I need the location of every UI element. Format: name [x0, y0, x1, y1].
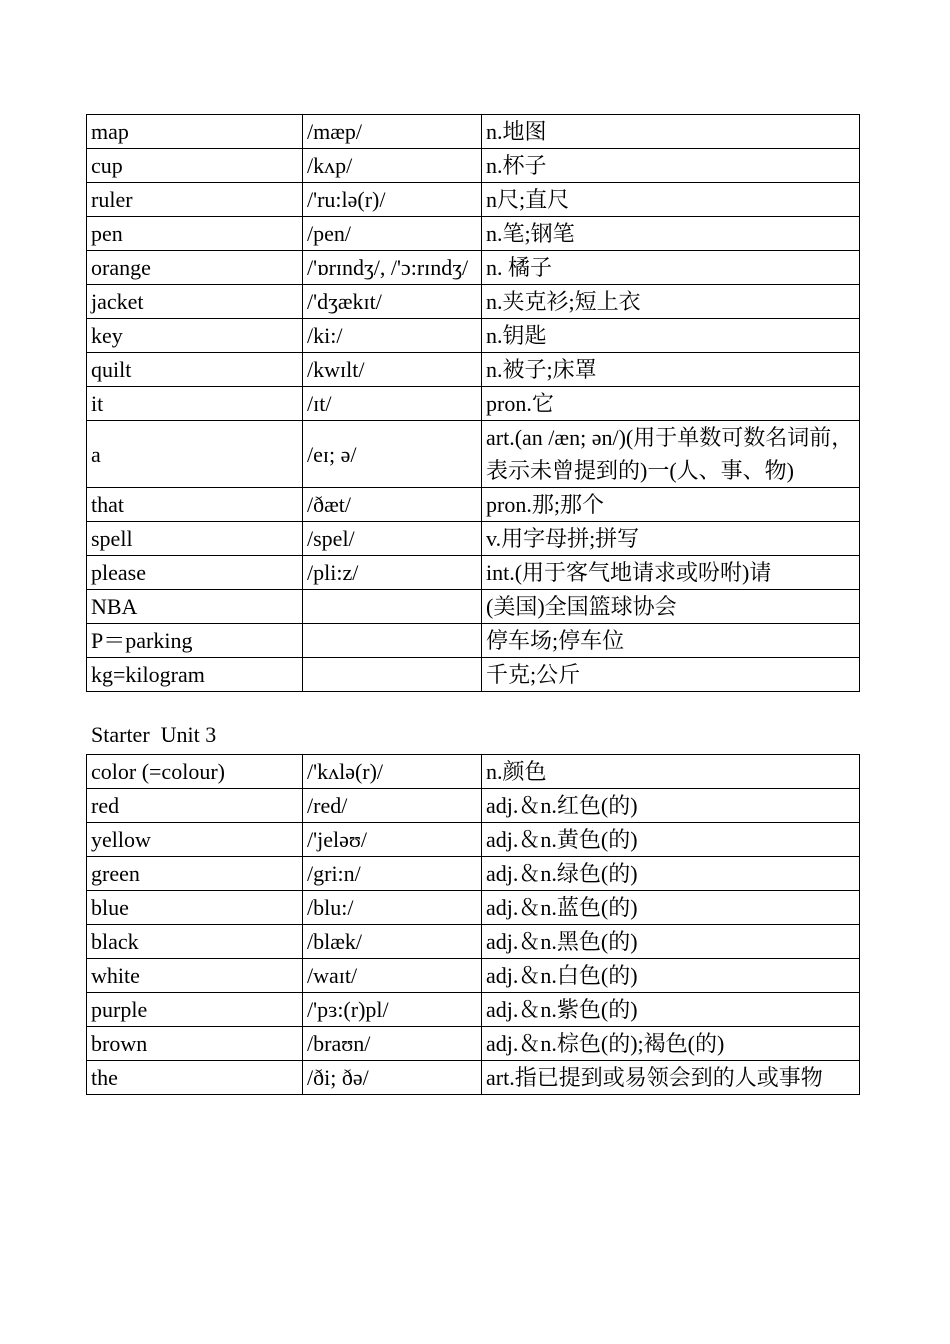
phonetic-cell: /waɪt/: [303, 959, 482, 993]
meaning-cell: 千克;公斤: [482, 658, 860, 692]
table-row: [87, 115, 860, 149]
table-row: [87, 149, 860, 183]
table-row: [87, 1061, 860, 1095]
meaning-cell: 停车场;停车位: [482, 624, 860, 658]
table-row: [87, 556, 860, 590]
phonetic-cell: [303, 658, 482, 692]
phonetic-cell: /'dʒækɪt/: [303, 285, 482, 319]
word-cell: the: [87, 1061, 303, 1095]
word-cell: green: [87, 857, 303, 891]
meaning-cell: adj.＆n.白色(的): [482, 959, 860, 993]
meaning-cell: art.(an /æn; ən/)(用于单数可数名词前，表示未曾提到的)一(人、事、物): [482, 421, 860, 488]
word-cell: cup: [87, 149, 303, 183]
phonetic-cell: /mæp/: [303, 115, 482, 149]
phonetic-cell: /'ɒrɪndʒ/, /'ɔ:rɪndʒ/: [303, 251, 482, 285]
meaning-cell: art.指已提到或易领会到的人或事物: [482, 1061, 860, 1095]
word-cell: brown: [87, 1027, 303, 1061]
vocabulary-table-body: [87, 755, 860, 1095]
table-row: [87, 522, 860, 556]
meaning-cell: adj.＆n.紫色(的): [482, 993, 860, 1027]
word-cell: black: [87, 925, 303, 959]
phonetic-cell: /pen/: [303, 217, 482, 251]
table-row: [87, 387, 860, 421]
word-cell: red: [87, 789, 303, 823]
vocabulary-table-body: [87, 115, 860, 692]
word-cell: orange: [87, 251, 303, 285]
phonetic-cell: /kʌp/: [303, 149, 482, 183]
table-row: [87, 658, 860, 692]
table-row: [87, 925, 860, 959]
table-row: [87, 789, 860, 823]
table-row: [87, 624, 860, 658]
meaning-cell: adj.＆n.绿色(的): [482, 857, 860, 891]
word-cell: color (=colour): [87, 755, 303, 789]
phonetic-cell: /'kʌlə(r)/: [303, 755, 482, 789]
table-row: [87, 183, 860, 217]
meaning-cell: n.笔;钢笔: [482, 217, 860, 251]
word-cell: kg=kilogram: [87, 658, 303, 692]
meaning-cell: pron.那;那个: [482, 488, 860, 522]
table-row: [87, 421, 860, 488]
word-cell: yellow: [87, 823, 303, 857]
document-page: [86, 114, 859, 1095]
table-row: [87, 1027, 860, 1061]
word-cell: that: [87, 488, 303, 522]
meaning-cell: pron.它: [482, 387, 860, 421]
word-cell: key: [87, 319, 303, 353]
vocabulary-table-starter-unit-3: [86, 754, 860, 1095]
word-cell: white: [87, 959, 303, 993]
phonetic-cell: /braʊn/: [303, 1027, 482, 1061]
section-title: Starter Unit 3: [91, 722, 217, 747]
phonetic-cell: /spel/: [303, 522, 482, 556]
meaning-cell: n.颜色: [482, 755, 860, 789]
meaning-cell: n.被子;床罩: [482, 353, 860, 387]
phonetic-cell: /eɪ; ə/: [303, 421, 482, 488]
meaning-cell: int.(用于客气地请求或吩咐)请: [482, 556, 860, 590]
word-cell: it: [87, 387, 303, 421]
phonetic-cell: /'jeləʊ/: [303, 823, 482, 857]
phonetic-cell: /ði; ðə/: [303, 1061, 482, 1095]
word-cell: quilt: [87, 353, 303, 387]
table-row: [87, 353, 860, 387]
phonetic-cell: /ɪt/: [303, 387, 482, 421]
table-row: [87, 857, 860, 891]
table-row: [87, 590, 860, 624]
word-cell: map: [87, 115, 303, 149]
phonetic-cell: /'ru:lə(r)/: [303, 183, 482, 217]
phonetic-cell: /ðæt/: [303, 488, 482, 522]
table-row: [87, 993, 860, 1027]
table-row: [87, 285, 860, 319]
meaning-cell: n. 橘子: [482, 251, 860, 285]
word-cell: pen: [87, 217, 303, 251]
word-cell: ruler: [87, 183, 303, 217]
meaning-cell: n.钥匙: [482, 319, 860, 353]
word-cell: jacket: [87, 285, 303, 319]
word-cell: a: [87, 421, 303, 488]
table-row: [87, 959, 860, 993]
phonetic-cell: /red/: [303, 789, 482, 823]
meaning-cell: n.地图: [482, 115, 860, 149]
table-row: [87, 891, 860, 925]
phonetic-cell: [303, 624, 482, 658]
meaning-cell: adj.＆n.黄色(的): [482, 823, 860, 857]
meaning-cell: (美国)全国篮球协会: [482, 590, 860, 624]
table-row: [87, 755, 860, 789]
phonetic-cell: /kwɪlt/: [303, 353, 482, 387]
meaning-cell: adj.＆n.蓝色(的): [482, 891, 860, 925]
vocabulary-table-starter-unit-2: [86, 114, 860, 692]
phonetic-cell: /blu:/: [303, 891, 482, 925]
meaning-cell: n.夹克衫;短上衣: [482, 285, 860, 319]
meaning-cell: adj.＆n.红色(的): [482, 789, 860, 823]
table-row: [87, 217, 860, 251]
phonetic-cell: /blæk/: [303, 925, 482, 959]
meaning-cell: adj.＆n.棕色(的);褐色(的): [482, 1027, 860, 1061]
meaning-cell: n.杯子: [482, 149, 860, 183]
meaning-cell: v.用字母拼;拼写: [482, 522, 860, 556]
word-cell: please: [87, 556, 303, 590]
meaning-cell: adj.＆n.黑色(的): [482, 925, 860, 959]
table-row: [87, 823, 860, 857]
word-cell: spell: [87, 522, 303, 556]
phonetic-cell: /ki:/: [303, 319, 482, 353]
phonetic-cell: /pli:z/: [303, 556, 482, 590]
meaning-cell: n尺;直尺: [482, 183, 860, 217]
phonetic-cell: /'pɜ:(r)pl/: [303, 993, 482, 1027]
word-cell: NBA: [87, 590, 303, 624]
word-cell: blue: [87, 891, 303, 925]
word-cell: P＝parking: [87, 624, 303, 658]
table-row: [87, 319, 860, 353]
phonetic-cell: /gri:n/: [303, 857, 482, 891]
table-row: [87, 251, 860, 285]
word-cell: purple: [87, 993, 303, 1027]
phonetic-cell: [303, 590, 482, 624]
table-row: [87, 488, 860, 522]
